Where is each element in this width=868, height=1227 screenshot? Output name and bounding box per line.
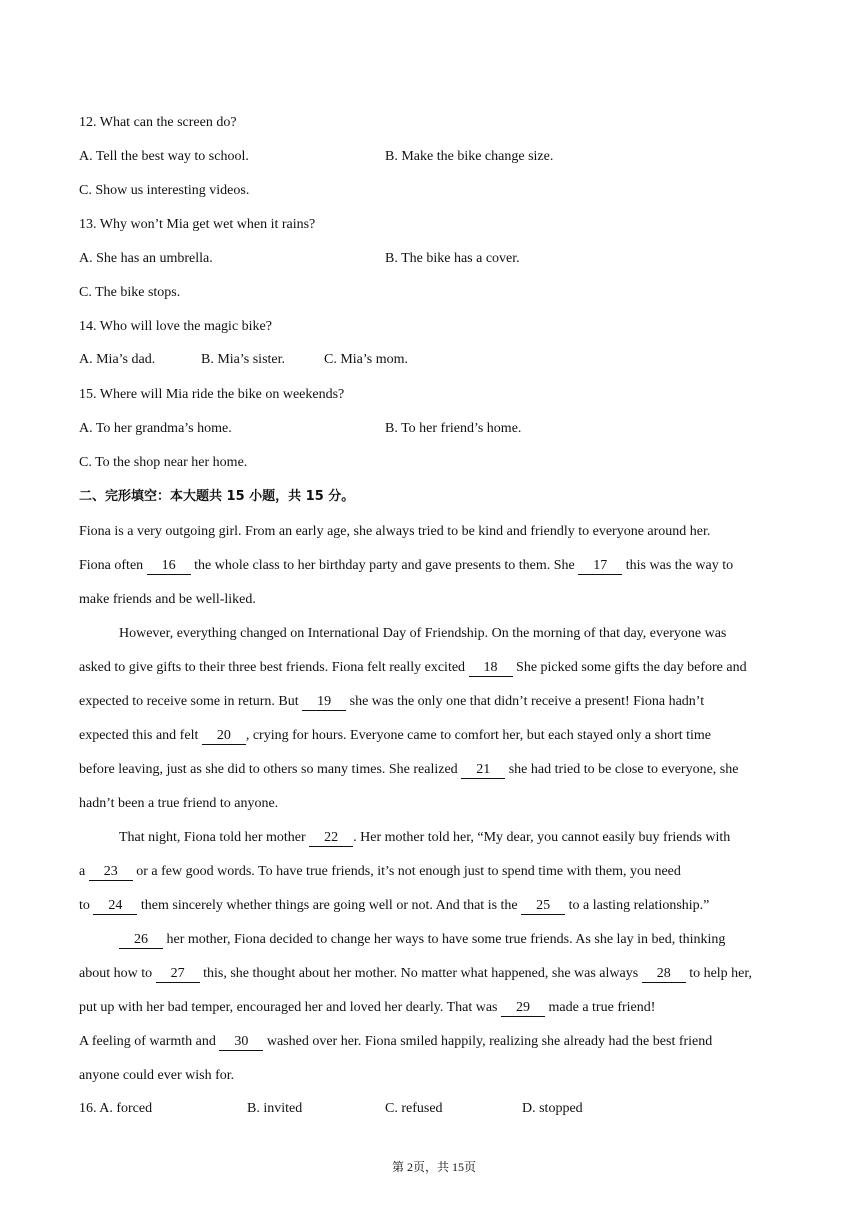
passage-line: Fiona often 16 the whole class to her birthday party and gave presents to them. She 17 this was the way to <box>79 558 734 573</box>
question-15-option-c: C. To the shop near her home. <box>79 455 248 470</box>
passage-line: expected this and felt 20 , crying for hours. Everyone came to comfort her, but each stayed only a short time <box>79 728 712 743</box>
question-12-option-a: A. Tell the best way to school. <box>79 149 249 164</box>
question-13-option-c: C. The bike stops. <box>79 285 181 300</box>
question-16-option-d: D. stopped <box>522 1101 583 1116</box>
passage-line: put up with her bad temper, encouraged her and loved her dearly. That was 29 made a true friend! <box>79 1000 656 1015</box>
passage-line: a 23 or a few good words. To have true friends, it’s not enough just to spend time with them, you need <box>79 864 681 879</box>
question-14-option-c: C. Mia’s mom. <box>324 352 409 367</box>
question-16-option-c: C. refused <box>385 1101 443 1116</box>
passage-line: That night, Fiona told her mother 22 . Her mother told her, “My dear, you cannot easily buy friends with <box>119 830 731 845</box>
passage-line: hadn’t been a true friend to anyone. <box>79 796 279 811</box>
passage-line: However, everything changed on International Day of Friendship. On the morning of that day, everyone was <box>119 626 727 641</box>
passage-line: anyone could ever wish for. <box>79 1068 235 1083</box>
blank-16: 16 <box>147 558 191 575</box>
question-14-option-b: B. Mia’s sister. <box>201 352 286 367</box>
question-12-option-b: B. Make the bike change size. <box>385 149 554 164</box>
question-13-option-b: B. The bike has a cover. <box>385 251 520 266</box>
passage-line: A feeling of warmth and 30 washed over her. Fiona smiled happily, realizing she already had the best friend <box>79 1034 713 1049</box>
question-13-stem: 13. Why won’t Mia get wet when it rains? <box>79 217 316 232</box>
page-footer: 第 2页，共 15页 <box>391 1160 476 1174</box>
question-16-option-b: B. invited <box>247 1101 303 1116</box>
passage-line: before leaving, just as she did to others so many times. She realized 21 she had tried to be close to everyone, she <box>79 762 739 777</box>
blank-21: 21 <box>461 762 505 779</box>
blank-19: 19 <box>302 694 346 711</box>
blank-26: 26 <box>119 932 163 949</box>
question-12-stem: 12. What can the screen do? <box>79 115 237 130</box>
question-14-stem: 14. Who will love the magic bike? <box>79 319 272 334</box>
passage-line: 26 her mother, Fiona decided to change her ways to have some true friends. As she lay in bed, thinking <box>119 931 725 949</box>
question-14-option-a: A. Mia’s dad. <box>79 352 156 367</box>
question-15-option-b: B. To her friend’s home. <box>385 421 522 436</box>
passage-line: about how to 27 this, she thought about her mother. No matter what happened, she was always 28 to help her, <box>79 966 752 981</box>
question-16-option-a: 16. A. forced <box>79 1101 153 1116</box>
blank-18: 18 <box>469 660 513 677</box>
blank-23: 23 <box>89 864 133 881</box>
blank-17: 17 <box>578 558 622 575</box>
question-15-stem: 15. Where will Mia ride the bike on weekends? <box>79 387 345 402</box>
blank-20: 20 <box>202 728 246 745</box>
passage-line: to 24 them sincerely whether things are going well or not. And that is the 25 to a lasting relationship.” <box>79 898 710 913</box>
blank-28: 28 <box>642 966 686 983</box>
passage-line: make friends and be well-liked. <box>79 592 256 607</box>
passage-line: expected to receive some in return. But 19 she was the only one that didn’t receive a present! Fiona hadn’t <box>79 694 705 709</box>
blank-27: 27 <box>156 966 200 983</box>
blank-24: 24 <box>93 898 137 915</box>
question-12-option-c: C. Show us interesting videos. <box>79 183 250 198</box>
question-15-option-a: A. To her grandma’s home. <box>79 421 232 436</box>
blank-22: 22 <box>309 830 353 847</box>
section-heading: 二、完形填空：本大题共 15 小题，共 15 分。 <box>79 489 355 504</box>
passage-line: Fiona is a very outgoing girl. From an early age, she always tried to be kind and friendly to everyone around her. <box>79 524 711 539</box>
blank-30: 30 <box>219 1034 263 1051</box>
blank-29: 29 <box>501 1000 545 1017</box>
passage-line: asked to give gifts to their three best friends. Fiona felt really excited 18 She picked some gifts the day before and <box>79 660 747 675</box>
blank-25: 25 <box>521 898 565 915</box>
question-13-option-a: A. She has an umbrella. <box>79 251 213 266</box>
